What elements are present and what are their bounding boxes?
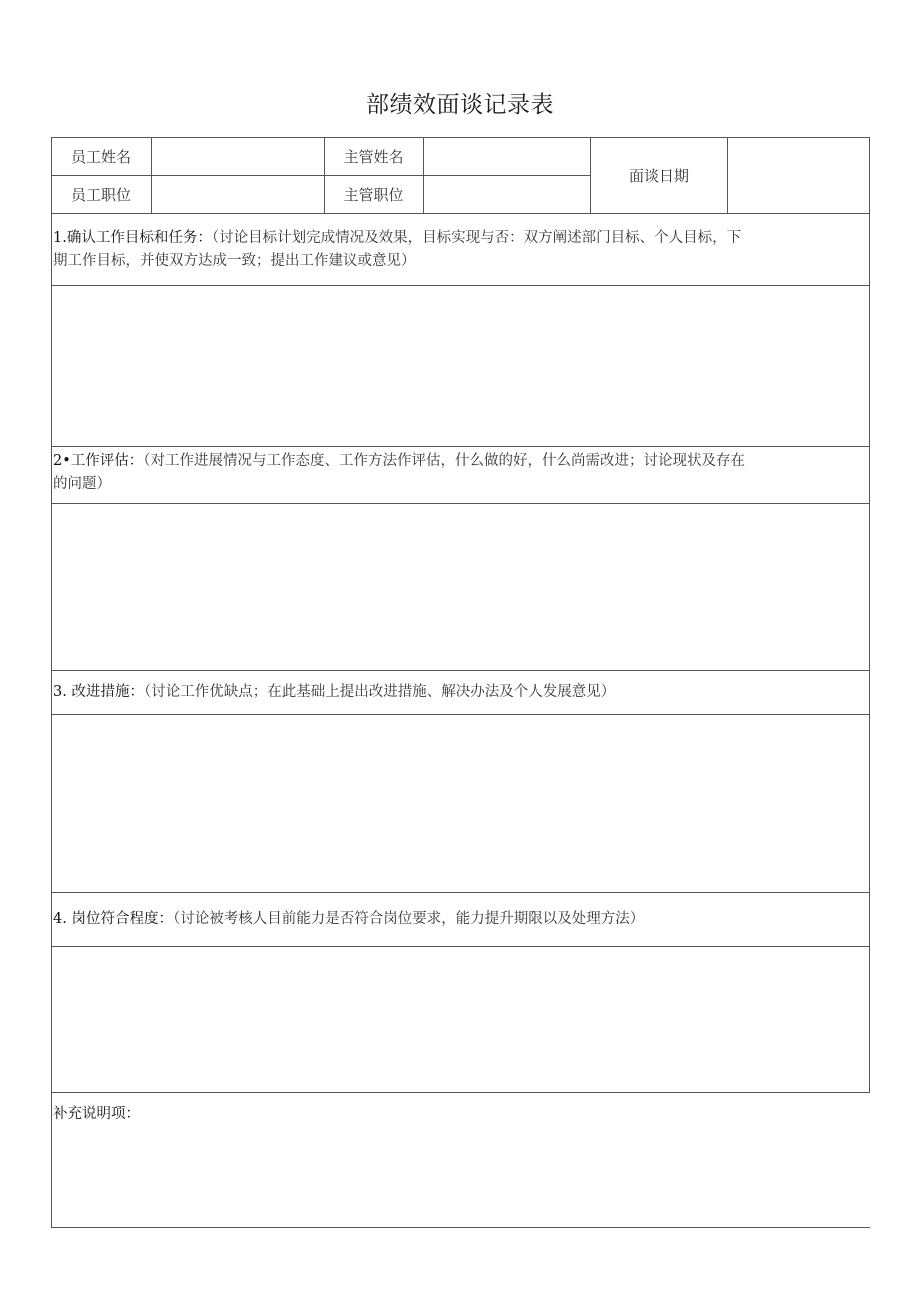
divider [51, 175, 590, 176]
section-1-title: 1.确认工作目标和任务： [53, 230, 212, 246]
supplement-label: 补充说明项： [53, 1106, 140, 1122]
section-2-title: 2•工作评估： [53, 453, 144, 469]
section-3-title: 3. 改进措施： [53, 684, 144, 700]
supplement-prompt [53, 1103, 453, 1126]
employee-name-field[interactable] [152, 146, 323, 164]
divider [51, 446, 870, 447]
review-form [51, 137, 869, 1227]
manager-position-field[interactable] [424, 184, 589, 202]
section-1-prompt [53, 227, 869, 273]
employee-position-field[interactable] [152, 184, 323, 202]
section-4-answer-area[interactable] [52, 947, 869, 1092]
section-3-prompt [53, 681, 869, 704]
divider [51, 1227, 870, 1228]
divider [51, 670, 870, 671]
section-4-title: 4. 岗位符合程度： [53, 911, 173, 927]
employee-name-label: 员工姓名 [70, 148, 131, 166]
section-3-answer-area[interactable] [52, 715, 869, 892]
page-title: 部绩效面谈记录表 [366, 92, 554, 118]
section-4-prompt [53, 908, 869, 931]
manager-name-field[interactable] [424, 146, 589, 164]
section-1-answer-area[interactable] [52, 286, 869, 446]
section-2-hint: （对工作进展情况与工作态度、工作方法作评估，什么做的好，什么尚需改进；讨论现状及存在 [143, 453, 746, 469]
section-3-hint: （讨论工作优缺点；在此基础上提出改进措施、解决办法及个人发展意见） [143, 684, 616, 700]
divider [51, 213, 870, 214]
interview-date-label: 面谈日期 [628, 167, 689, 185]
divider [51, 892, 870, 893]
section-4-hint: （讨论被考核人目前能力是否符合岗位要求，能力提升期限以及处理方法） [172, 911, 645, 927]
section-1-hint-cont: 期工作目标，并使双方达成一致；提出工作建议或意见） [53, 253, 416, 269]
employee-position-label: 员工职位 [70, 186, 131, 204]
section-1-hint: （讨论目标计划完成情况及效果，目标实现与否：双方阐述部门目标、个人目标，下 [211, 230, 742, 246]
section-2-hint-cont: 的问题） [53, 476, 111, 492]
section-2-prompt [53, 450, 869, 496]
section-2-answer-area[interactable] [52, 504, 869, 670]
manager-position-label: 主管职位 [343, 186, 404, 204]
interview-date-field[interactable] [728, 165, 869, 183]
supplement-answer-area[interactable] [52, 1132, 869, 1226]
manager-name-label: 主管姓名 [343, 148, 404, 166]
